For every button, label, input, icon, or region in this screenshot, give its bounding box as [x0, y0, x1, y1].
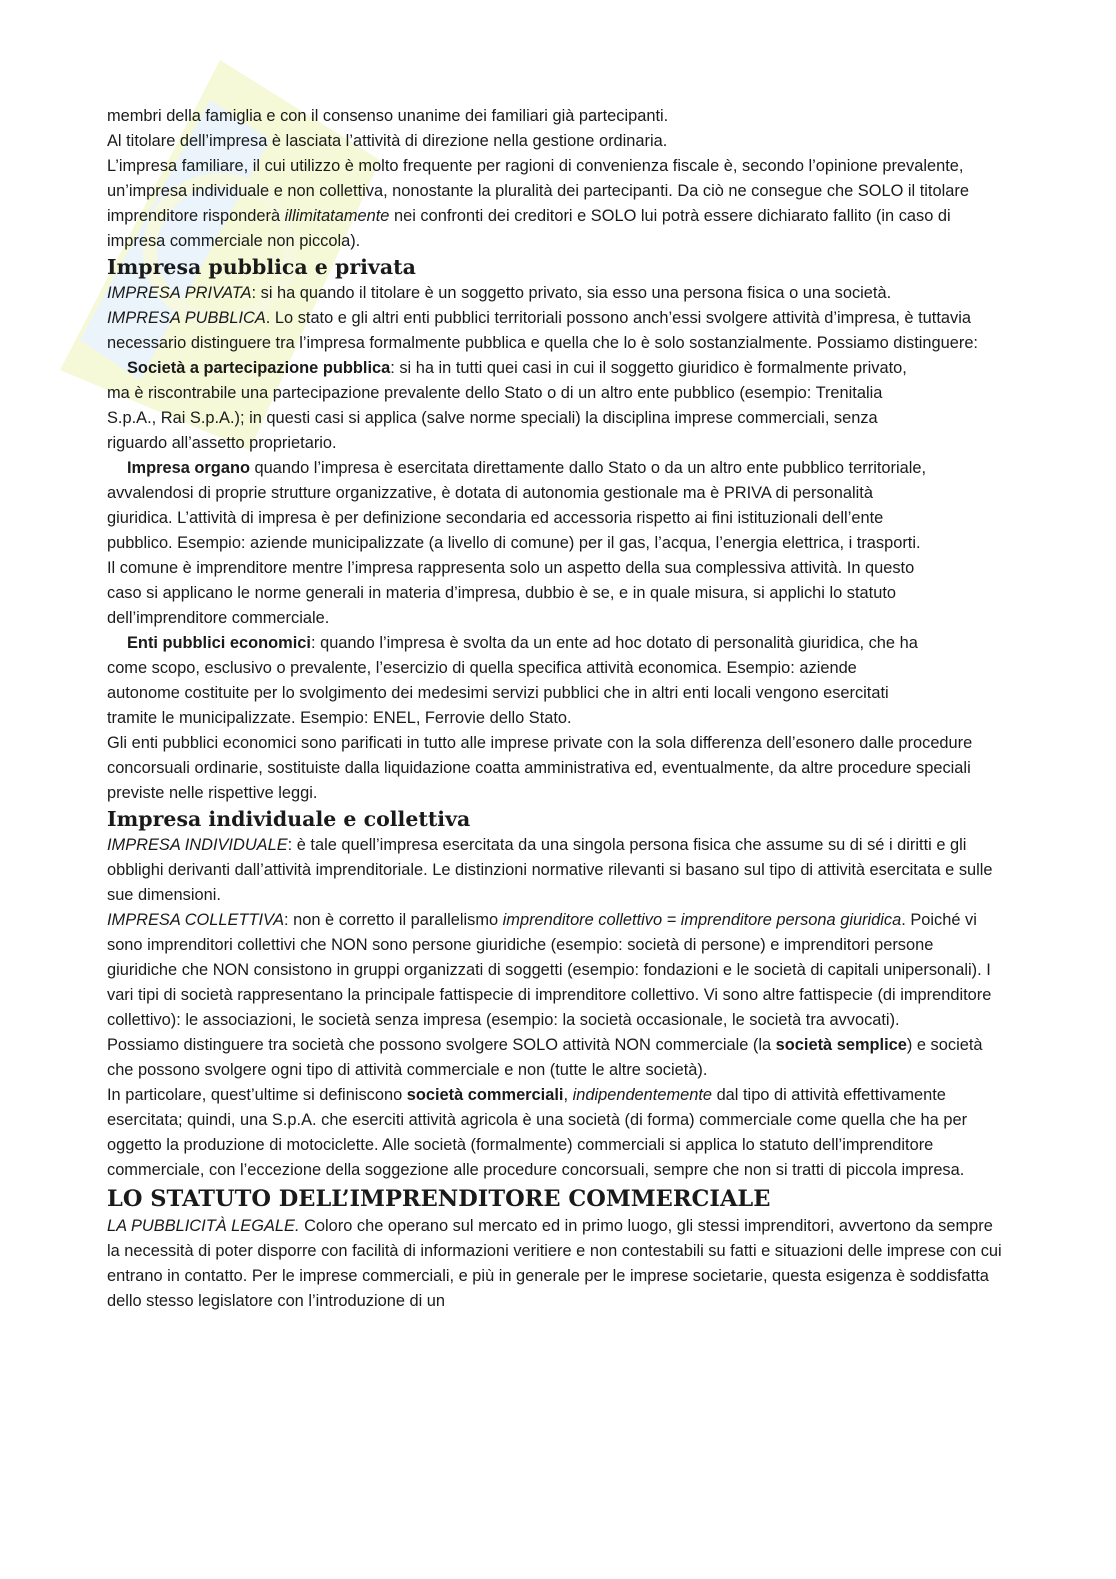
paragraph: IMPRESA PRIVATA: si ha quando il titolare è un soggetto privato, sia esso una persona fisica o una società.: [107, 284, 892, 302]
paragraph: IMPRESA INDIVIDUALE: è tale quell’impresa esercitata da una singola persona fisica che assume su di sé i diritti e gli obblighi derivanti dall’attività imprenditoriale. Le distinzioni normative rilevanti si basano sul tipo di attività esercitata e sulle sue dimensioni.: [107, 836, 993, 904]
document-page: [107, 104, 1007, 1314]
paragraph: L’impresa familiare, il cui utilizzo è molto frequente per ragioni di convenienza fiscale è, secondo l’opinione prevalente, un’impresa individuale e non collettiva, nonostante la pluralità dei partecipanti. Da ciò ne consegue che SOLO il titolare imprenditore risponderà illimitatamente nei confronti dei creditori e SOLO lui potrà essere dichiarato fallito (in caso di impresa commerciale non piccola).: [107, 157, 969, 250]
list-item: Società a partecipazione pubblica: si ha in tutti quei casi in cui il soggetto giuridico è formalmente privato, ma è riscontrabile una partecipazione prevalente dello Stato o di un altro ente pubblico (esempio: Trenitalia S.p.A., Rai S.p.A.); in questi casi si applica (salve norme speciali) la disciplina imprese commerciali, senza riguardo all’assetto proprietario.: [107, 359, 907, 452]
list-item: Enti pubblici economici: quando l’impresa è svolta da un ente ad hoc dotato di personalità giuridica, che ha come scopo, esclusivo o prevalente, l’esercizio di quella specifica attività economica. Esempio: aziende autonome costituite per lo svolgimento dei medesimi servizi pubblici che in altri enti locali vengono esercitati tramite le municipalizzate. Esempio: ENEL, Ferrovie dello Stato.: [107, 634, 918, 727]
paragraph: IMPRESA COLLETTIVA: non è corretto il parallelismo imprenditore collettivo = imprenditore persona giuridica. Poiché vi sono imprenditori collettivi che NON sono persone giuridiche (esempio: società di persone) e imprenditori persone giuridiche che NON consistono in gruppi organizzati di soggetti (esempio: fondazioni e le società di capitali unipersonali). I vari tipi di società rappresentano la principale fattispecie di imprenditore collettivo. Vi sono altre fattispecie (di imprenditore collettivo): le associazioni, le società senza impresa (esempio: la società occasionale, le società tra avvocati).: [107, 911, 992, 1029]
paragraph: Possiamo distinguere tra società che possono svolgere SOLO attività NON commerciale (la società semplice) e società che possono svolgere ogni tipo di attività commerciale e non (tutte le altre società).: [107, 1036, 983, 1079]
paragraph: LA PUBBLICITÀ LEGALE. Coloro che operano sul mercato ed in primo luogo, gli stessi imprenditori, avvertono da sempre la necessità di poter disporre con facilità di informazioni veritiere e non contestabili su fatti e situazioni delle imprese con cui entrano in contatto. Per le imprese commerciali, e più in generale per le imprese societarie, questa esigenza è soddisfatta dello stesso legislatore con l’introduzione di un: [107, 1217, 1002, 1310]
paragraph: Gli enti pubblici economici sono parificati in tutto alle imprese private con la sola differenza dell’esonero dalle procedure concorsuali ordinarie, sostituiste dalla liquidazione coatta amministrativa ed, eventualmente, da altre procedure speciali previste nelle rispettive leggi.: [107, 734, 973, 802]
paragraph: Al titolare dell’impresa è lasciata l’attività di direzione nella gestione ordinaria.: [107, 132, 668, 150]
paragraph: membri della famiglia e con il consenso unanime dei familiari già partecipanti.: [107, 107, 669, 125]
paragraph: In particolare, quest’ultime si definiscono società commerciali, indipendentemente dal tipo di attività effettivamente esercitata; quindi, una S.p.A. che eserciti attività agricola è una società (di forma) commerciale come quella che ha per oggetto la produzione di motociclette. Alle società (formalmente) commerciali si applica lo statuto dell’imprenditore commerciale, con l’eccezione della soggezione alle procedure concorsuali, sempre che non si tratti di piccola impresa.: [107, 1086, 968, 1179]
section-heading-individuale-collettiva: Impresa individuale e collettiva: [107, 807, 471, 831]
chapter-heading-statuto: LO STATUTO DELL’IMPRENDITORE COMMERCIALE: [107, 1186, 771, 1212]
paragraph: IMPRESA PUBBLICA. Lo stato e gli altri enti pubblici territoriali possono anch’essi svolgere attività d’impresa, è tuttavia necessario distinguere tra l’impresa formalmente pubblica e quella che lo è solo sostanzialmente. Possiamo distinguere:: [107, 309, 978, 352]
list-item: Impresa organo quando l’impresa è esercitata direttamente dallo Stato o da un altro ente pubblico territoriale, avvalendosi di proprie strutture organizzative, è dotata di autonomia gestionale ma è PRIVA di personalità giuridica. L’attività di impresa è per definizione secondaria ed accessoria rispetto ai fini istituzionali dell’ente pubblico. Esempio: aziende municipalizzate (a livello di comune) per il gas, l’acqua, l’energia elettrica, i trasporti. Il comune è imprenditore mentre l’impresa rappresenta solo un aspetto della sua complessiva attività. In questo caso si applicano le norme generali in materia d’impresa, dubbio è se, e in quale misura, si applichi lo statuto dell’imprenditore commerciale.: [107, 459, 927, 627]
section-heading-pubblica-privata: Impresa pubblica e privata: [107, 255, 416, 279]
